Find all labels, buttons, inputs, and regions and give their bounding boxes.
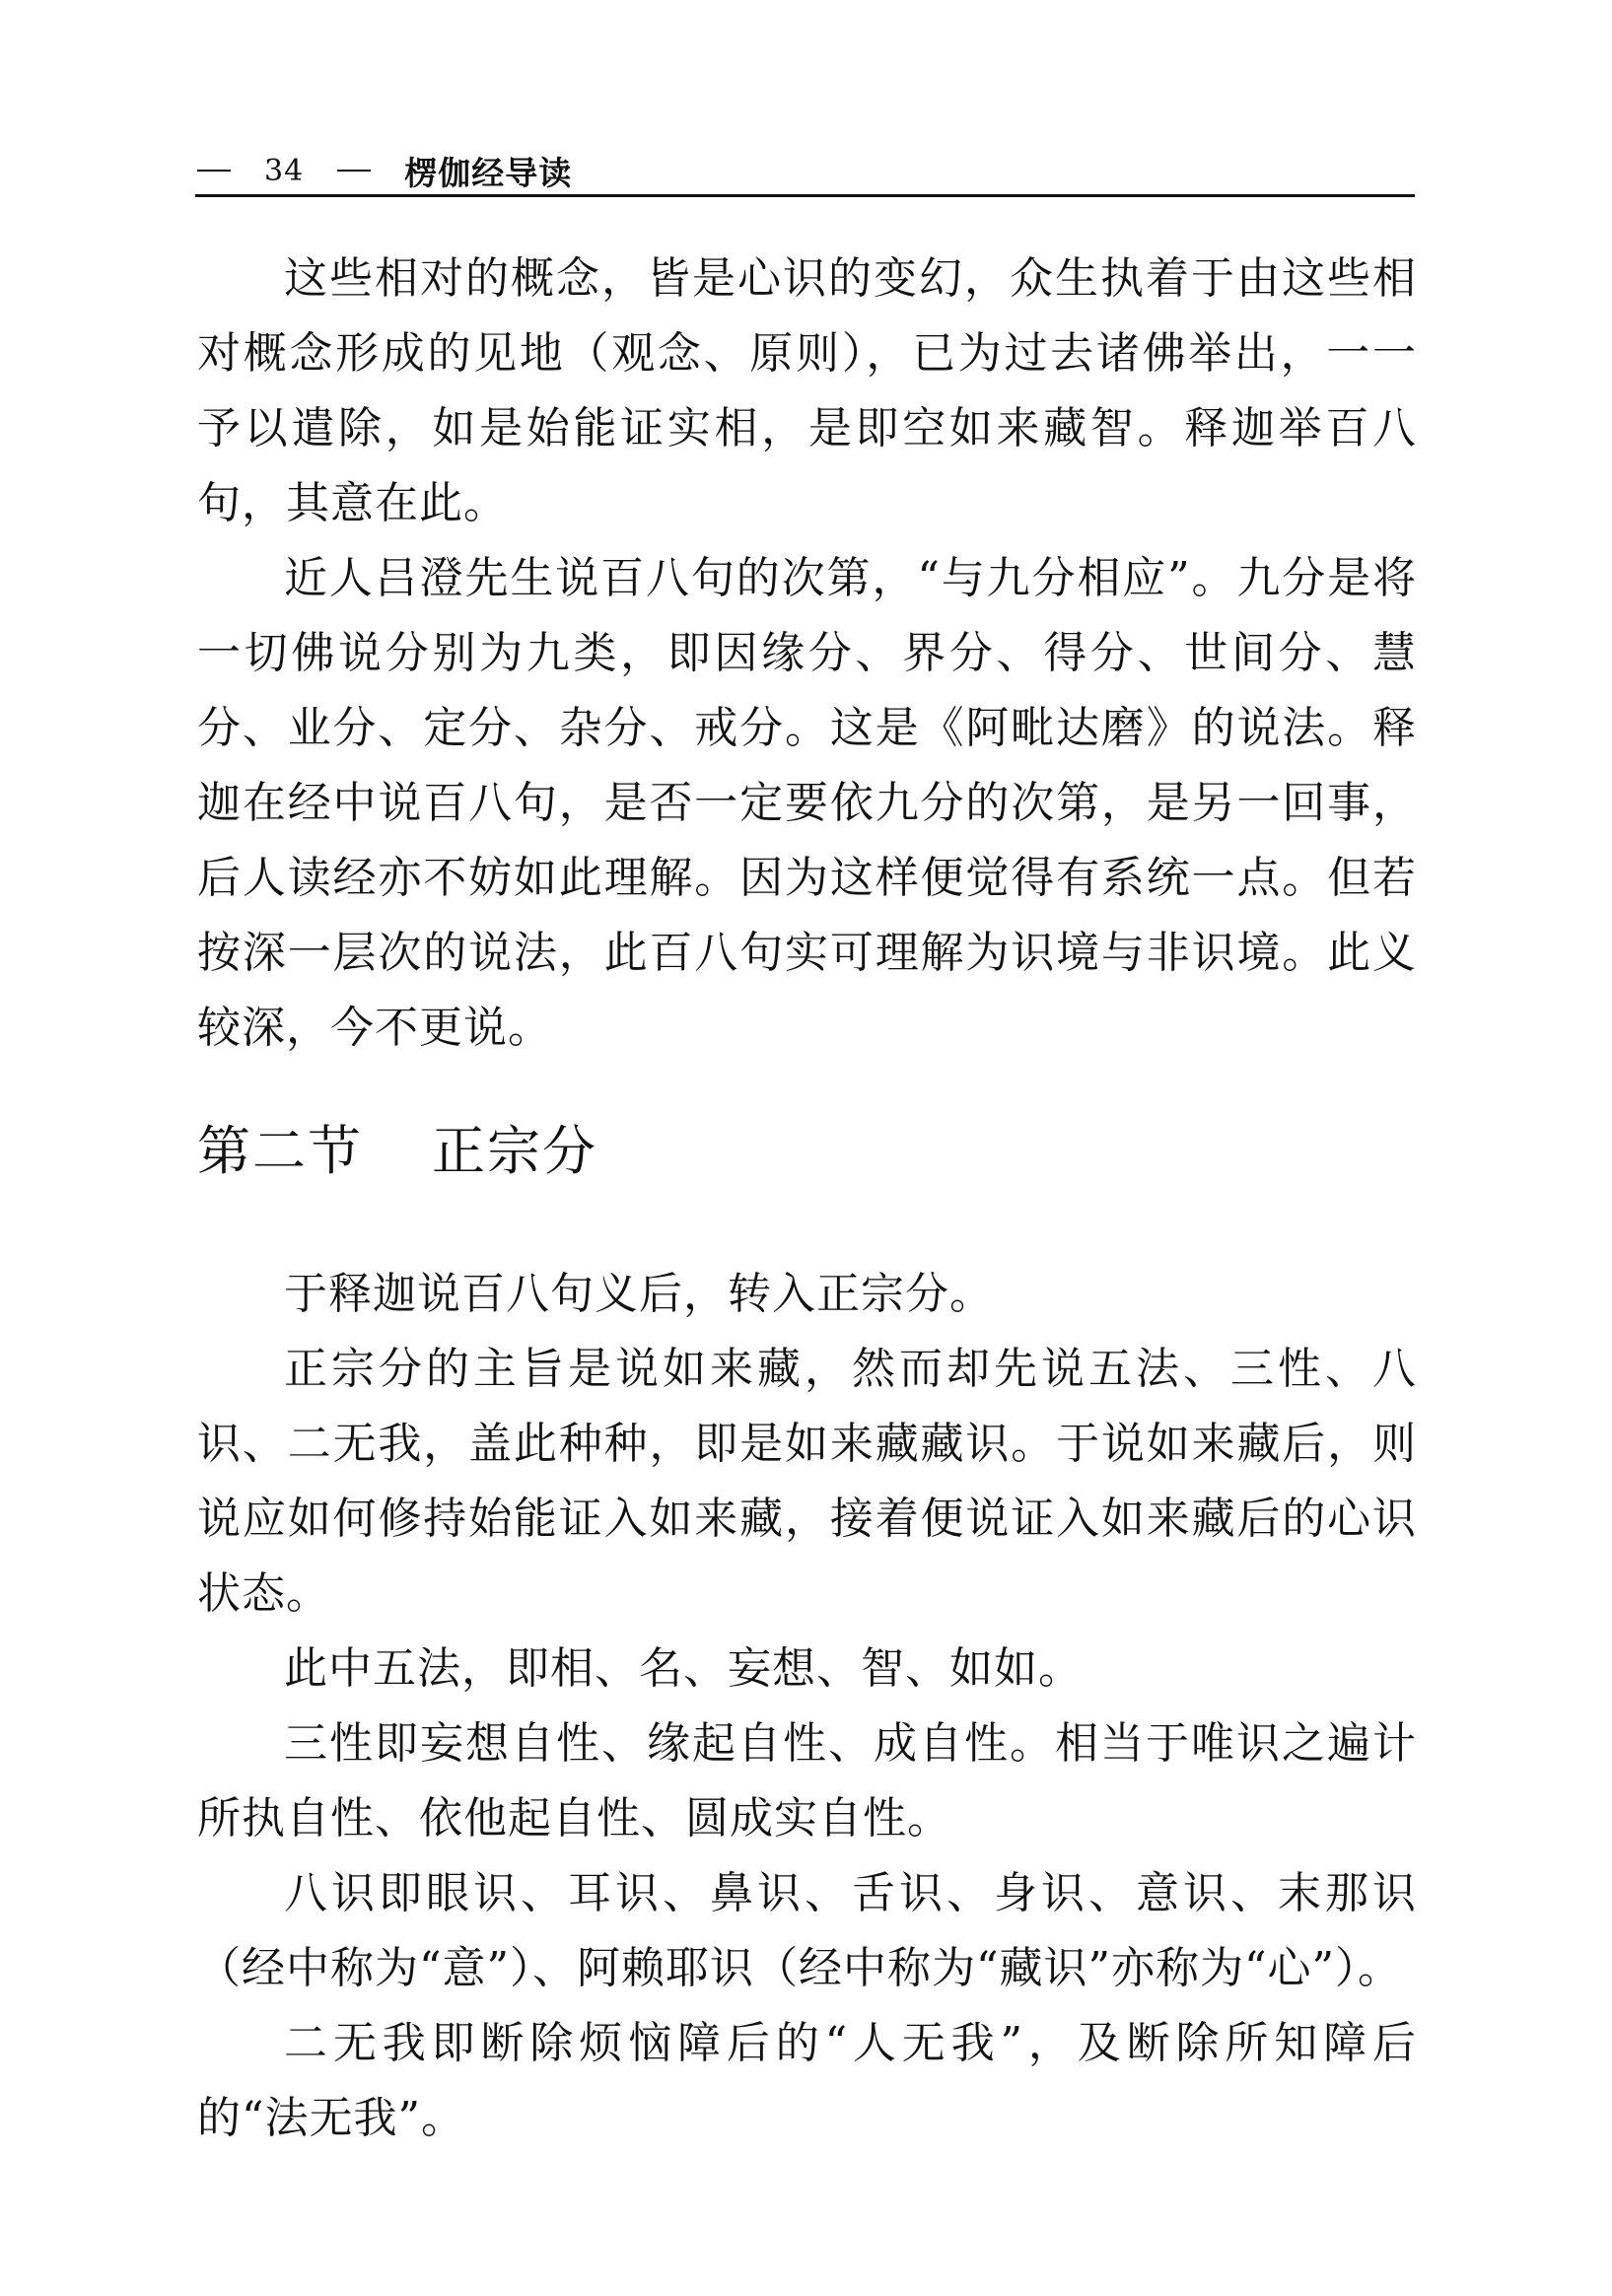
page-number: 34 <box>264 153 305 188</box>
header-dash <box>337 170 371 172</box>
paragraph: 二无我即断除烦恼障后的“人无我”，及断除所知障后的“法无我”。 <box>197 2018 1417 2143</box>
paragraph: 于释迦说百八句义后，转入正宗分。 <box>284 1269 994 1319</box>
body-text-block <box>197 242 1417 1066</box>
paragraph: 正宗分的主旨是说如来藏，然而却先说五法、三性、八识、二无我，盖此种种，即是如来藏藏识。于说如来藏后，则说应如何修持始能证入如来藏，接着便说证入如来藏后的心识状态。 <box>197 1344 1417 1619</box>
book-title: 楞伽经导读 <box>404 153 573 192</box>
paragraph: 这些相对的概念，皆是心识的变幻，众生执着于由这些相对概念形成的见地（观念、原则），已为过去诸佛举出，一一予以遣除，如是始能证实相，是即空如来藏智。释迦举百八句，其意在此。 <box>197 253 1417 528</box>
paragraph: 八识即眼识、耳识、鼻识、舌识、身识、意识、末那识（经中称为“意”）、阿赖耶识（经中称为“藏识”亦称为“心”）。 <box>197 1868 1417 1993</box>
header-dash <box>197 170 231 172</box>
running-header <box>197 146 1430 195</box>
paragraph: 三性即妄想自性、缘起自性、成自性。相当于唯识之遍计所执自性、依他起自性、圆成实自性。 <box>197 1718 1417 1844</box>
paragraph: 此中五法，即相、名、妄想、智、如如。 <box>284 1643 1083 1694</box>
body-text-block <box>197 1257 1417 2156</box>
header-rule <box>195 194 1415 197</box>
section-heading <box>197 1112 597 1191</box>
section-title: 正宗分 <box>432 1120 597 1182</box>
paragraph: 近人吕澄先生说百八句的次第，“与九分相应”。九分是将一切佛说分别为九类，即因缘分、界分、得分、世间分、慧分、业分、定分、杂分、戒分。这是《阿毗达磨》的说法。释迦在经中说百八句，是否一定要依九分的次第，是另一回事，后人读经亦不妨如此理解。因为这样便觉得有系统一点。但若按深一层次的说法，此百八句实可理解为识境与非识境。此义较深，今不更说。 <box>197 553 1417 1053</box>
section-number: 第二节 <box>197 1120 363 1182</box>
